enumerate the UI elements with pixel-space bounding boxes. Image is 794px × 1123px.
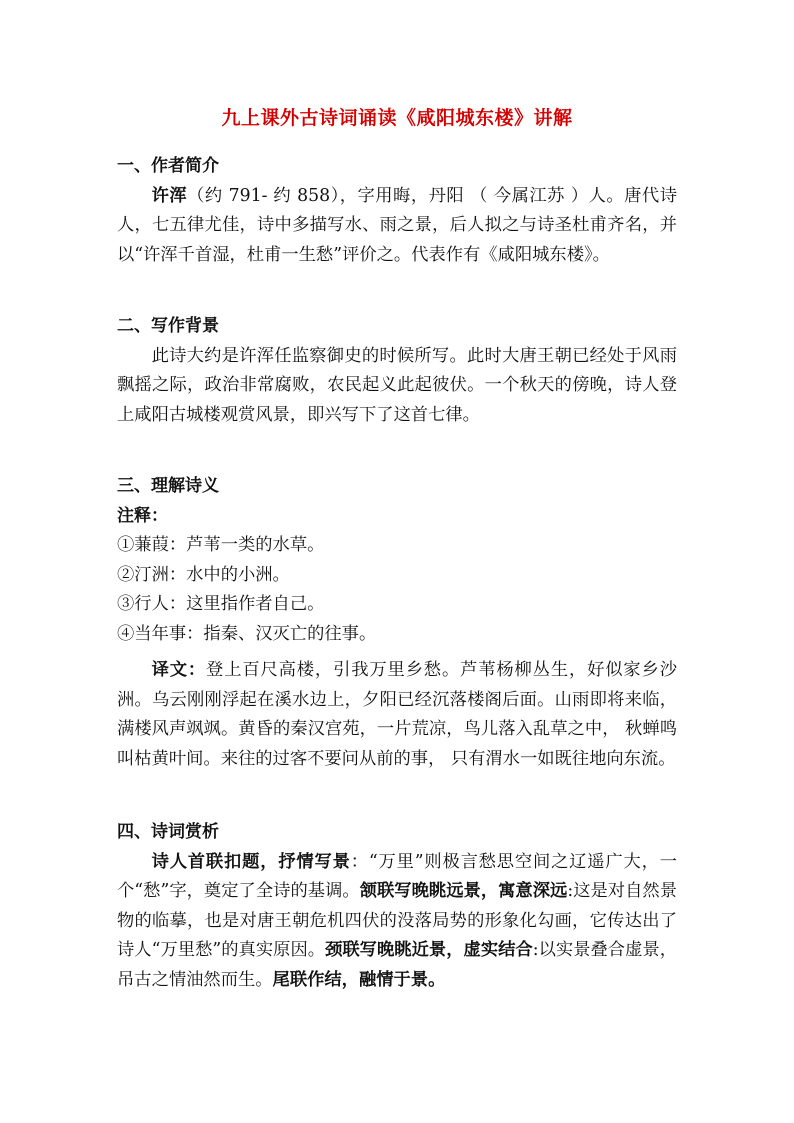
appreciation-point-1: 诗人首联扣题，抒情写景: [151, 851, 351, 872]
appreciation-heading: 四、诗词赏析: [117, 822, 219, 842]
author-paragraph: [117, 182, 677, 271]
background-paragraph: 此诗大约是许浑任监察御史的时候所写。此时大唐王朝已经处于风雨飘摇之际，政治非常腐败，农民起义此起彼伏。一个秋天的傍晚，诗人登上咸阳古城楼观赏风景，即兴写下了这首七律。: [117, 345, 677, 425]
author-section: [117, 152, 677, 270]
translation-text: 登上百尺高楼，引我万里乡愁。芦苇杨柳丛生，好似家乡沙洲。乌云刚刚浮起在溪水边上，夕阳已经沉落楼阁后面。山雨即将来临，满楼风声飒飒。黄昏的秦汉宫苑，一片荒凉，鸟儿落入乱草之中， 秋蝉鸣叫枯黄叶间。来往的过客不要问从前的事， 只有渭水一如既往地向东流。: [117, 660, 677, 769]
meaning-section: [117, 472, 677, 649]
note-item: ④当年事：指秦、汉灭亡的往事。: [117, 623, 377, 644]
appreciation-text-3: :以实景叠合虚景，吊古之情油然而生。: [117, 940, 677, 990]
appreciation-point-4: 尾联作结，融情于景。: [272, 969, 446, 990]
author-text: （约 791- 约 858），字用晦，丹阳 （ 今属江苏 ）人。唐代诗人，七五律尤佳，诗中多描写水、雨之景，后人拟之与诗圣杜甫齐名，并以“许浑千首湿，杜甫一生愁”评价之。代表作有《咸阳城东楼》。: [117, 185, 677, 265]
translation-block: [117, 656, 677, 774]
background-heading: 二、写作背景: [117, 316, 219, 336]
author-name: 许浑: [151, 185, 188, 206]
appreciation-paragraph: [117, 848, 677, 996]
appreciation-point-3: 颈联写晚眺近景，虚实结合: [325, 940, 533, 960]
notes-label: 注释：: [117, 505, 168, 526]
document-title: 九上课外古诗词诵读《咸阳城东楼》讲解: [221, 107, 573, 129]
background-section: [117, 312, 677, 430]
appreciation-section: [117, 818, 677, 995]
translation-label: 译文：: [151, 660, 207, 680]
author-heading: 一、作者简介: [117, 156, 219, 176]
appreciation-text-2: :这是对自然景物的临摹，也是对唐王朝危机四伏的没落局势的形象化勾画，它传达出了诗人“万里愁”的真实原因。: [117, 881, 677, 960]
note-item: ②汀洲：水中的小洲。: [117, 564, 290, 585]
note-item: ③行人：这里指作者自己。: [117, 594, 325, 614]
meaning-heading: 三、理解诗义: [117, 476, 219, 496]
translation-paragraph: [117, 656, 677, 774]
note-item: ①蒹葭：芦苇一类的水草。: [117, 535, 325, 555]
appreciation-text-1: ：“万里”则极言愁思空间之辽遥广大，一个“愁”字，奠定了全诗的基调。: [117, 851, 677, 901]
appreciation-point-2: 颔联写晚眺远景，寓意深远: [359, 881, 568, 901]
